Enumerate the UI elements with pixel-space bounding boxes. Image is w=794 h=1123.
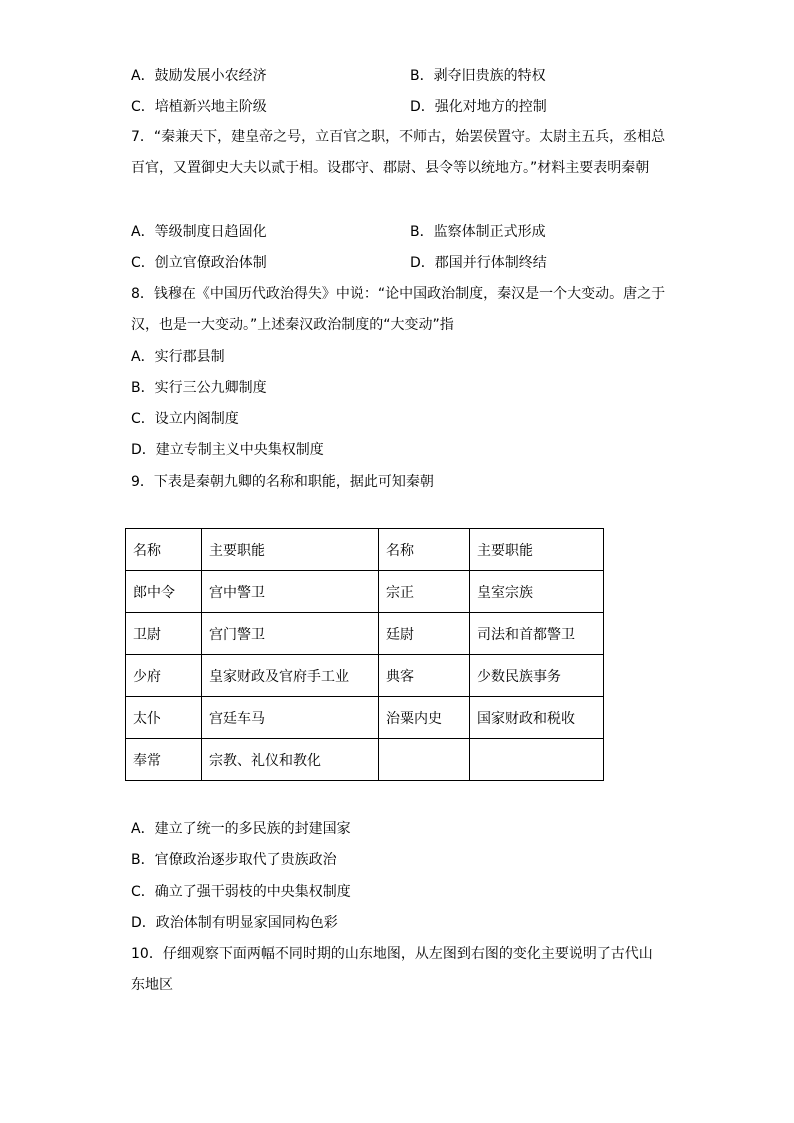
table-cell (379, 739, 470, 781)
table-header-cell: 名称 (379, 529, 470, 571)
q7-option-b: B．监察体制正式形成 (410, 224, 546, 240)
table-cell: 宗正 (379, 571, 470, 613)
table-cell: 少府 (126, 655, 202, 697)
q6-option-d: D．强化对地方的控制 (410, 99, 547, 115)
q9-stem: 9．下表是秦朝九卿的名称和职能，据此可知秦朝 (131, 474, 434, 490)
q8-option-a: A．实行郡县制 (131, 349, 225, 365)
q7-stem: 7．“秦兼天下，建皇帝之号，立百官之职，不师古，始罢侯置守。太尉主五兵，丞相总百官，又置御史大夫以贰于相。设郡守、郡尉、县令等以统地方。”材料主要表明秦朝 (131, 129, 666, 176)
table-cell: 宫中警卫 (202, 571, 379, 613)
q9-option-c: C．确立了强干弱枝的中央集权制度 (131, 884, 351, 900)
table-row (126, 697, 604, 739)
q8-option-d: D．建立专制主义中央集权制度 (131, 442, 324, 458)
q8-option-b: B．实行三公九卿制度 (131, 380, 267, 396)
q7-option-c: C．创立官僚政治体制 (131, 255, 267, 271)
table-cell: 郎中令 (126, 571, 202, 613)
table-cell: 卫尉 (126, 613, 202, 655)
table-row (126, 739, 604, 781)
table-cell: 国家财政和税收 (470, 697, 604, 739)
q9-option-a: A．建立了统一的多民族的封建国家 (131, 821, 351, 837)
q6-option-c: C．培植新兴地主阶级 (131, 99, 267, 115)
table-header-cell: 名称 (126, 529, 202, 571)
table-header-cell: 主要职能 (202, 529, 379, 571)
table-cell: 皇家财政及官府手工业 (202, 655, 379, 697)
table-cell: 皇室宗族 (470, 571, 604, 613)
q9-option-b: B．官僚政治逐步取代了贵族政治 (131, 852, 337, 868)
table-row (126, 613, 604, 655)
table-cell: 少数民族事务 (470, 655, 604, 697)
table-header-row (126, 529, 604, 571)
table-cell: 司法和首都警卫 (470, 613, 604, 655)
table-cell: 太仆 (126, 697, 202, 739)
q8-stem: 8．钱穆在《中国历代政治得失》中说：“论中国政治制度，秦汉是一个大变动。唐之于汉，也是一大变动。”上述秦汉政治制度的“大变动”指 (131, 286, 666, 333)
table-cell: 宗教、礼仪和教化 (202, 739, 379, 781)
table-cell: 奉常 (126, 739, 202, 781)
table-cell (470, 739, 604, 781)
nine-ministers-table (125, 528, 604, 781)
table-row (126, 655, 604, 697)
table-cell: 宫门警卫 (202, 613, 379, 655)
table-cell: 治粟内史 (379, 697, 470, 739)
q6-option-b: B．剥夺旧贵族的特权 (410, 68, 546, 84)
q10-stem: 10．仔细观察下面两幅不同时期的山东地图，从左图到右图的变化主要说明了古代山东地区 (131, 946, 653, 993)
q8-option-c: C．设立内阁制度 (131, 411, 239, 427)
table-cell: 廷尉 (379, 613, 470, 655)
table-header-cell: 主要职能 (470, 529, 604, 571)
q6-option-a: A．鼓励发展小农经济 (131, 68, 267, 84)
q7-option-a: A．等级制度日趋固化 (131, 224, 267, 240)
table-cell: 宫廷车马 (202, 697, 379, 739)
q9-option-d: D．政治体制有明显家国同构色彩 (131, 915, 338, 931)
table-row (126, 571, 604, 613)
q7-option-d: D．郡国并行体制终结 (410, 255, 547, 271)
table-cell: 典客 (379, 655, 470, 697)
